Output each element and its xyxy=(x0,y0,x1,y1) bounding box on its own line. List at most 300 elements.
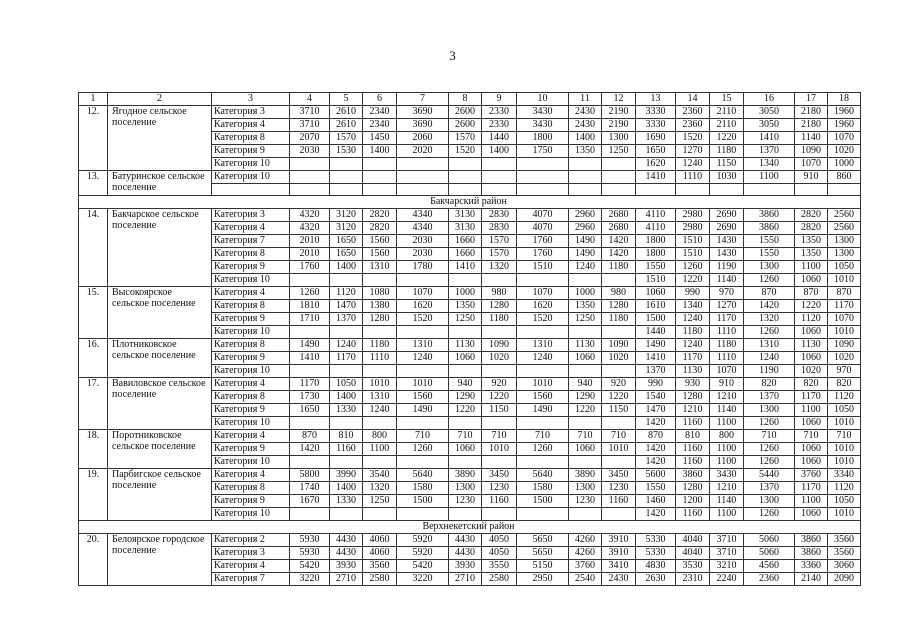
table-header-row xyxy=(79,93,861,106)
value-cell: 1410 xyxy=(449,261,482,274)
value-cell: 800 xyxy=(710,430,744,443)
value-cell: 820 xyxy=(795,378,828,391)
value-cell: 3130 xyxy=(449,222,482,235)
value-cell xyxy=(449,184,482,196)
value-cell xyxy=(828,184,861,196)
value-cell: 2580 xyxy=(363,573,397,586)
value-cell xyxy=(363,171,397,184)
value-cell: 1210 xyxy=(710,391,744,404)
value-cell: 1160 xyxy=(676,508,710,521)
value-cell: 710 xyxy=(744,430,795,443)
value-cell xyxy=(482,274,517,287)
value-cell: 1160 xyxy=(676,456,710,469)
category-label: Категория 3 xyxy=(212,547,290,560)
value-cell xyxy=(397,171,449,184)
category-label: Категория 8 xyxy=(212,391,290,404)
value-cell: 3210 xyxy=(710,560,744,573)
value-cell xyxy=(602,456,636,469)
value-cell: 2190 xyxy=(602,106,636,119)
value-cell xyxy=(397,456,449,469)
value-cell xyxy=(449,456,482,469)
value-cell xyxy=(517,456,569,469)
value-cell: 1800 xyxy=(636,248,676,261)
value-cell: 1100 xyxy=(795,261,828,274)
category-label: Категория 4 xyxy=(212,469,290,482)
column-header: 6 xyxy=(363,93,397,106)
value-cell: 1490 xyxy=(290,339,330,352)
value-cell: 1180 xyxy=(710,145,744,158)
value-cell: 4040 xyxy=(676,547,710,560)
value-cell: 1460 xyxy=(636,495,676,508)
table-row xyxy=(79,339,861,352)
value-cell: 870 xyxy=(795,287,828,300)
value-cell xyxy=(363,326,397,339)
value-cell: 1250 xyxy=(569,313,602,326)
value-cell: 3910 xyxy=(602,547,636,560)
value-cell: 1100 xyxy=(710,417,744,430)
value-cell: 1280 xyxy=(482,300,517,313)
value-cell: 1010 xyxy=(828,456,861,469)
value-cell xyxy=(290,171,330,184)
value-cell: 3050 xyxy=(744,119,795,132)
value-cell xyxy=(330,158,363,171)
value-cell: 1550 xyxy=(744,235,795,248)
value-cell: 1260 xyxy=(744,443,795,456)
value-cell: 1180 xyxy=(710,339,744,352)
value-cell: 2240 xyxy=(710,573,744,586)
column-header: 9 xyxy=(482,93,517,106)
value-cell: 800 xyxy=(363,430,397,443)
value-cell: 1570 xyxy=(330,132,363,145)
value-cell: 1150 xyxy=(710,158,744,171)
value-cell: 1690 xyxy=(636,132,676,145)
value-cell: 1350 xyxy=(569,300,602,313)
value-cell: 1400 xyxy=(330,261,363,274)
value-cell xyxy=(290,158,330,171)
value-cell: 1610 xyxy=(636,300,676,313)
value-cell xyxy=(569,326,602,339)
value-cell: 5060 xyxy=(744,547,795,560)
value-cell: 1240 xyxy=(330,339,363,352)
value-cell: 2960 xyxy=(569,209,602,222)
value-cell: 1350 xyxy=(449,300,482,313)
value-cell: 4060 xyxy=(363,534,397,547)
value-cell xyxy=(569,274,602,287)
value-cell xyxy=(482,365,517,378)
value-cell: 3220 xyxy=(397,573,449,586)
settlement-name: Вавиловское сельское поселение xyxy=(108,378,212,430)
value-cell: 1420 xyxy=(744,300,795,313)
value-cell: 3860 xyxy=(744,209,795,222)
category-label: Категория 8 xyxy=(212,482,290,495)
value-cell: 1440 xyxy=(636,326,676,339)
value-cell: 1570 xyxy=(482,235,517,248)
value-cell xyxy=(569,171,602,184)
value-cell: 2610 xyxy=(330,119,363,132)
value-cell: 1010 xyxy=(517,378,569,391)
value-cell xyxy=(290,508,330,521)
value-cell: 1010 xyxy=(482,443,517,456)
value-cell: 1010 xyxy=(828,508,861,521)
value-cell: 1260 xyxy=(744,274,795,287)
value-cell: 1120 xyxy=(330,287,363,300)
category-label: Категория 3 xyxy=(212,106,290,119)
value-cell: 1810 xyxy=(290,300,330,313)
value-cell: 1280 xyxy=(676,482,710,495)
value-cell: 1070 xyxy=(828,313,861,326)
value-cell: 1730 xyxy=(290,391,330,404)
column-header: 16 xyxy=(744,93,795,106)
value-cell: 1100 xyxy=(744,171,795,184)
column-header: 13 xyxy=(636,93,676,106)
value-cell: 1250 xyxy=(602,145,636,158)
row-number: 14. xyxy=(79,209,108,287)
value-cell: 1520 xyxy=(517,313,569,326)
value-cell: 3050 xyxy=(744,106,795,119)
value-cell: 5640 xyxy=(397,469,449,482)
value-cell xyxy=(449,365,482,378)
value-cell: 1550 xyxy=(636,261,676,274)
value-cell: 1370 xyxy=(744,482,795,495)
value-cell: 1420 xyxy=(602,235,636,248)
value-cell: 1420 xyxy=(636,508,676,521)
value-cell: 1240 xyxy=(676,313,710,326)
value-cell: 3450 xyxy=(482,469,517,482)
value-cell: 5420 xyxy=(290,560,330,573)
value-cell: 2560 xyxy=(828,222,861,235)
value-cell xyxy=(517,508,569,521)
table-row xyxy=(79,469,861,482)
value-cell: 2820 xyxy=(795,222,828,235)
value-cell: 1070 xyxy=(517,287,569,300)
value-cell: 1010 xyxy=(363,378,397,391)
value-cell: 2060 xyxy=(397,132,449,145)
value-cell: 1060 xyxy=(795,508,828,521)
value-cell: 910 xyxy=(795,171,828,184)
value-cell: 1100 xyxy=(363,443,397,456)
value-cell: 1490 xyxy=(569,248,602,261)
value-cell: 4050 xyxy=(482,547,517,560)
value-cell: 1100 xyxy=(795,404,828,417)
value-cell xyxy=(710,184,744,196)
value-cell: 4430 xyxy=(449,547,482,560)
category-label: Категория 10 xyxy=(212,456,290,469)
value-cell: 980 xyxy=(602,287,636,300)
value-cell: 2690 xyxy=(710,222,744,235)
value-cell: 1310 xyxy=(363,261,397,274)
row-number: 18. xyxy=(79,430,108,469)
value-cell: 870 xyxy=(744,287,795,300)
value-cell: 2820 xyxy=(363,222,397,235)
value-cell xyxy=(517,274,569,287)
value-cell: 3340 xyxy=(828,469,861,482)
value-cell: 1320 xyxy=(482,261,517,274)
value-cell: 3860 xyxy=(744,222,795,235)
value-cell: 1490 xyxy=(397,404,449,417)
value-cell xyxy=(569,365,602,378)
value-cell: 3690 xyxy=(397,119,449,132)
tariff-table xyxy=(78,92,861,586)
value-cell: 1740 xyxy=(290,482,330,495)
value-cell: 3060 xyxy=(828,560,861,573)
value-cell: 710 xyxy=(449,430,482,443)
value-cell: 1050 xyxy=(330,378,363,391)
value-cell: 1580 xyxy=(517,482,569,495)
value-cell: 2010 xyxy=(290,248,330,261)
value-cell xyxy=(602,417,636,430)
value-cell: 1010 xyxy=(828,326,861,339)
value-cell: 710 xyxy=(795,430,828,443)
value-cell: 2340 xyxy=(363,119,397,132)
value-cell: 2580 xyxy=(482,573,517,586)
category-label: Категория 9 xyxy=(212,261,290,274)
column-header: 11 xyxy=(569,93,602,106)
value-cell: 1350 xyxy=(795,235,828,248)
value-cell: 1310 xyxy=(517,339,569,352)
value-cell: 1340 xyxy=(744,158,795,171)
value-cell: 2950 xyxy=(517,573,569,586)
value-cell: 1000 xyxy=(569,287,602,300)
value-cell: 1660 xyxy=(449,235,482,248)
region-label: Бакчарский район xyxy=(79,196,861,209)
category-label: Категория 10 xyxy=(212,171,290,184)
category-label: Категория 9 xyxy=(212,443,290,456)
value-cell xyxy=(517,171,569,184)
value-cell: 4070 xyxy=(517,209,569,222)
value-cell: 1000 xyxy=(828,158,861,171)
value-cell: 1260 xyxy=(676,261,710,274)
value-cell xyxy=(602,365,636,378)
value-cell: 1070 xyxy=(397,287,449,300)
region-row xyxy=(79,196,861,209)
value-cell: 2030 xyxy=(397,248,449,261)
value-cell xyxy=(744,184,795,196)
category-label: Категория 4 xyxy=(212,560,290,573)
table-row xyxy=(79,378,861,391)
value-cell: 3860 xyxy=(676,469,710,482)
category-label: Категория 3 xyxy=(212,209,290,222)
value-cell xyxy=(482,417,517,430)
value-cell: 3560 xyxy=(828,534,861,547)
value-cell: 1300 xyxy=(744,404,795,417)
value-cell: 3540 xyxy=(363,469,397,482)
value-cell: 1070 xyxy=(828,132,861,145)
value-cell: 860 xyxy=(828,171,861,184)
value-cell: 1420 xyxy=(636,417,676,430)
value-cell: 1650 xyxy=(636,145,676,158)
value-cell: 1230 xyxy=(602,482,636,495)
category-label: Категория 8 xyxy=(212,132,290,145)
category-label: Категория 8 xyxy=(212,248,290,261)
value-cell xyxy=(602,184,636,196)
value-cell: 1220 xyxy=(795,300,828,313)
value-cell: 4060 xyxy=(363,547,397,560)
value-cell: 980 xyxy=(482,287,517,300)
value-cell: 1620 xyxy=(636,158,676,171)
column-header: 1 xyxy=(79,93,108,106)
value-cell: 1060 xyxy=(569,443,602,456)
value-cell: 4430 xyxy=(330,534,363,547)
value-cell: 2010 xyxy=(290,235,330,248)
value-cell: 3430 xyxy=(517,106,569,119)
value-cell xyxy=(330,326,363,339)
value-cell: 1620 xyxy=(517,300,569,313)
value-cell: 1060 xyxy=(569,352,602,365)
value-cell: 1400 xyxy=(330,482,363,495)
value-cell: 1520 xyxy=(449,145,482,158)
value-cell: 1000 xyxy=(449,287,482,300)
value-cell: 1060 xyxy=(449,352,482,365)
value-cell: 870 xyxy=(828,287,861,300)
value-cell: 2330 xyxy=(482,106,517,119)
value-cell: 3220 xyxy=(290,573,330,586)
value-cell: 3120 xyxy=(330,209,363,222)
value-cell xyxy=(290,456,330,469)
value-cell: 810 xyxy=(330,430,363,443)
value-cell: 2180 xyxy=(795,119,828,132)
value-cell: 2110 xyxy=(710,119,744,132)
value-cell: 1220 xyxy=(449,404,482,417)
value-cell: 710 xyxy=(602,430,636,443)
value-cell: 1160 xyxy=(482,495,517,508)
value-cell: 3990 xyxy=(330,469,363,482)
value-cell: 1080 xyxy=(363,287,397,300)
value-cell xyxy=(363,456,397,469)
settlement-name: Бакчарское сельское поселение xyxy=(108,209,212,287)
value-cell: 5800 xyxy=(290,469,330,482)
value-cell: 1370 xyxy=(636,365,676,378)
column-header: 2 xyxy=(108,93,212,106)
value-cell xyxy=(363,184,397,196)
value-cell: 1280 xyxy=(676,391,710,404)
value-cell: 2030 xyxy=(290,145,330,158)
category-label: Категория 4 xyxy=(212,119,290,132)
value-cell: 4110 xyxy=(636,209,676,222)
value-cell xyxy=(602,508,636,521)
value-cell: 1230 xyxy=(569,495,602,508)
row-number: 17. xyxy=(79,378,108,430)
column-header: 10 xyxy=(517,93,569,106)
value-cell: 1240 xyxy=(363,404,397,417)
value-cell: 2960 xyxy=(569,222,602,235)
value-cell: 1300 xyxy=(744,261,795,274)
value-cell: 2690 xyxy=(710,209,744,222)
value-cell: 1020 xyxy=(482,352,517,365)
value-cell xyxy=(482,456,517,469)
value-cell: 1180 xyxy=(482,313,517,326)
value-cell xyxy=(363,508,397,521)
value-cell xyxy=(517,365,569,378)
value-cell: 1170 xyxy=(795,391,828,404)
value-cell: 1180 xyxy=(676,326,710,339)
value-cell: 1060 xyxy=(795,417,828,430)
value-cell: 940 xyxy=(569,378,602,391)
value-cell: 1620 xyxy=(397,300,449,313)
value-cell: 970 xyxy=(828,365,861,378)
value-cell: 1340 xyxy=(676,300,710,313)
value-cell xyxy=(676,184,710,196)
value-cell: 820 xyxy=(744,378,795,391)
settlement-name: Высокоярское сельское поселение xyxy=(108,287,212,339)
category-label: Категория 9 xyxy=(212,145,290,158)
value-cell: 1240 xyxy=(569,261,602,274)
value-cell: 3430 xyxy=(517,119,569,132)
value-cell: 1220 xyxy=(602,391,636,404)
region-row xyxy=(79,521,861,534)
value-cell: 1450 xyxy=(363,132,397,145)
value-cell: 1960 xyxy=(828,119,861,132)
value-cell: 2340 xyxy=(363,106,397,119)
value-cell: 1060 xyxy=(795,456,828,469)
value-cell: 2980 xyxy=(676,222,710,235)
value-cell: 1490 xyxy=(517,404,569,417)
value-cell: 5650 xyxy=(517,547,569,560)
value-cell xyxy=(517,417,569,430)
value-cell: 1300 xyxy=(828,235,861,248)
category-label: Категория 7 xyxy=(212,573,290,586)
value-cell xyxy=(449,508,482,521)
value-cell: 1470 xyxy=(636,404,676,417)
value-cell: 1110 xyxy=(710,352,744,365)
value-cell: 1020 xyxy=(602,352,636,365)
settlement-name: Белоярское городское поселение xyxy=(108,534,212,586)
value-cell: 3550 xyxy=(482,560,517,573)
value-cell: 3530 xyxy=(676,560,710,573)
value-cell: 1070 xyxy=(795,158,828,171)
value-cell: 1420 xyxy=(290,443,330,456)
value-cell xyxy=(569,417,602,430)
column-header: 15 xyxy=(710,93,744,106)
value-cell xyxy=(330,365,363,378)
value-cell: 1260 xyxy=(290,287,330,300)
value-cell: 1800 xyxy=(517,132,569,145)
value-cell: 1350 xyxy=(795,248,828,261)
value-cell: 1010 xyxy=(828,417,861,430)
category-label: Категория 4 xyxy=(212,378,290,391)
value-cell: 1050 xyxy=(828,404,861,417)
value-cell: 3560 xyxy=(828,547,861,560)
value-cell: 710 xyxy=(828,430,861,443)
value-cell: 2430 xyxy=(569,106,602,119)
value-cell: 2820 xyxy=(795,209,828,222)
value-cell: 3710 xyxy=(290,106,330,119)
value-cell: 1110 xyxy=(676,171,710,184)
value-cell: 1560 xyxy=(517,391,569,404)
value-cell xyxy=(482,158,517,171)
value-cell: 1180 xyxy=(363,339,397,352)
value-cell: 1170 xyxy=(676,352,710,365)
value-cell: 1130 xyxy=(569,339,602,352)
value-cell xyxy=(397,508,449,521)
value-cell: 1560 xyxy=(363,235,397,248)
category-label: Категория 8 xyxy=(212,300,290,313)
value-cell: 4430 xyxy=(330,547,363,560)
value-cell: 1300 xyxy=(602,132,636,145)
value-cell: 1780 xyxy=(397,261,449,274)
value-cell xyxy=(330,417,363,430)
value-cell: 1510 xyxy=(676,235,710,248)
settlement-name: Плотниковское сельское поселение xyxy=(108,339,212,378)
value-cell: 1220 xyxy=(482,391,517,404)
value-cell: 1520 xyxy=(397,313,449,326)
value-cell: 3760 xyxy=(569,560,602,573)
value-cell: 4260 xyxy=(569,534,602,547)
table-row xyxy=(79,287,861,300)
value-cell: 1570 xyxy=(449,132,482,145)
value-cell: 1220 xyxy=(569,404,602,417)
value-cell: 4050 xyxy=(482,534,517,547)
value-cell: 2710 xyxy=(449,573,482,586)
